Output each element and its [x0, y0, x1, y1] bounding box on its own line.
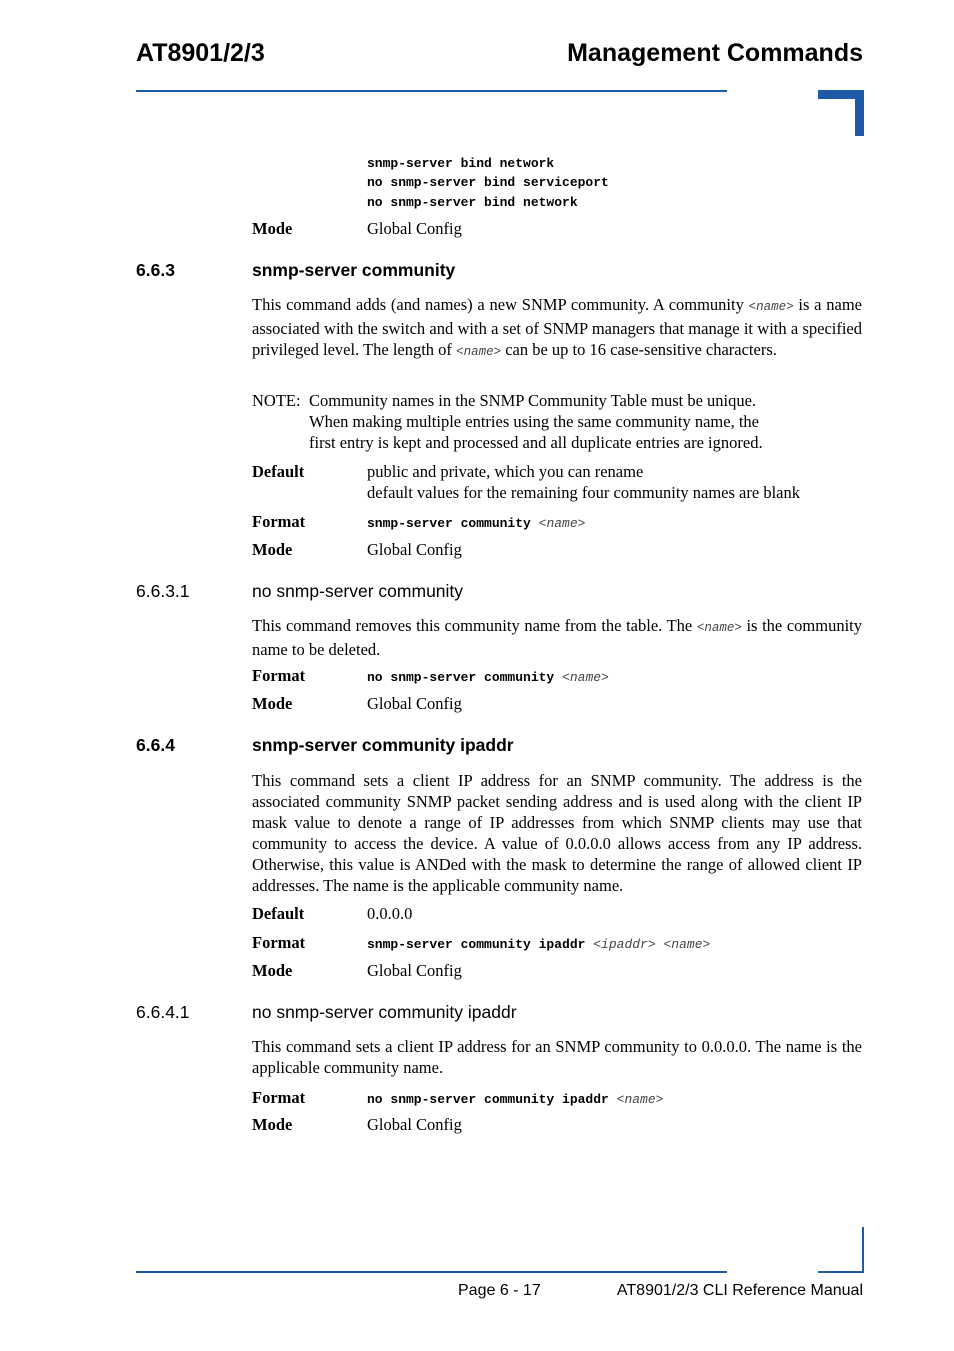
format-label: Format — [252, 933, 306, 952]
format-command: no snmp-server community ipaddr <name> — [367, 1092, 664, 1107]
format-arg: <ipaddr> — [593, 937, 656, 952]
subsection-description: This command sets a client IP address for an SNMP community to 0.0.0.0. The name is the applicable community name. — [252, 1037, 862, 1077]
format-command: no snmp-server community <name> — [367, 670, 609, 685]
subsection-description: This command removes this community name from the table. The <name> is the community name to be deleted. — [252, 616, 862, 659]
subsection-number: 6.6.4.1 — [136, 1002, 190, 1022]
mode-label: Mode — [252, 540, 293, 559]
footer-rule-right — [818, 1271, 864, 1273]
corner-mark — [818, 90, 864, 136]
section-number: 6.6.3 — [136, 260, 175, 280]
note-lead: NOTE: — [252, 391, 301, 410]
header-product: AT8901/2/3 — [136, 39, 265, 67]
mode-value: Global Config — [367, 1115, 462, 1134]
footer-corner-mark — [862, 1227, 864, 1273]
section-title: snmp-server community ipaddr — [252, 735, 514, 755]
default-label: Default — [252, 462, 305, 481]
header-rule — [136, 90, 727, 92]
inline-arg: <name> — [748, 300, 794, 314]
section-number: 6.6.4 — [136, 735, 175, 755]
subsection-number: 6.6.3.1 — [136, 581, 190, 601]
default-value: default values for the remaining four community names are blank — [367, 483, 800, 502]
mode-value: Global Config — [367, 694, 462, 713]
section-description: This command adds (and names) a new SNMP community. A community <name> is a name associated with the switch and with a set of SNMP managers that manage it with a specified privileged level. The length of <name> can be up to 16 case-sensitive characters. — [252, 295, 862, 359]
code-line: no snmp-server bind network — [367, 195, 578, 210]
mode-label: Mode — [252, 961, 293, 980]
format-arg: <name> — [562, 670, 609, 685]
header-chapter-title: Management Commands — [567, 39, 863, 67]
manual-title: AT8901/2/3 CLI Reference Manual — [616, 1282, 863, 1299]
mode-value: Global Config — [367, 219, 462, 238]
mode-label: Mode — [252, 694, 293, 713]
format-arg: <name> — [538, 516, 586, 531]
mode-label: Mode — [252, 219, 293, 238]
code-line: snmp-server bind network — [367, 156, 555, 171]
note-line: When making multiple entries using the same community name, the — [309, 412, 759, 431]
default-value: 0.0.0.0 — [367, 904, 413, 923]
section-title: snmp-server community — [252, 260, 456, 280]
inline-arg: <name> — [456, 345, 502, 359]
footer-rule — [136, 1271, 727, 1273]
mode-value: Global Config — [367, 540, 462, 559]
note-line: first entry is kept and processed and all duplicate entries are ignored. — [309, 433, 763, 452]
inline-arg: <name> — [696, 621, 742, 635]
subsection-title: no snmp-server community ipaddr — [252, 1002, 517, 1022]
code-line: no snmp-server bind serviceport — [367, 175, 609, 190]
default-value: public and private, which you can rename — [367, 462, 644, 481]
format-command: snmp-server community ipaddr <ipaddr> <name> — [367, 937, 711, 952]
mode-label: Mode — [252, 1115, 293, 1134]
format-arg: <name> — [663, 937, 711, 952]
format-arg: <name> — [616, 1092, 664, 1107]
section-description: This command sets a client IP address for an SNMP community. The address is the associated community SNMP packet sending address and is used along with the client IP mask value to denote a range of IP addresses from which SNMP clients may use that community to access the device. A value of 0.0.0.0 allows access from any IP address. Otherwise, this value is ANDed with the mask to determine the range of allowed client IP addresses. The name is the applicable community name. — [252, 771, 862, 895]
format-command: snmp-server community <name> — [367, 516, 586, 531]
format-label: Format — [252, 512, 306, 531]
default-label: Default — [252, 904, 305, 923]
mode-value: Global Config — [367, 961, 462, 980]
format-label: Format — [252, 666, 306, 685]
format-label: Format — [252, 1088, 306, 1107]
subsection-title: no snmp-server community — [252, 581, 464, 601]
note-line: Community names in the SNMP Community Table must be unique. — [309, 391, 757, 410]
page-number: Page 6 - 17 — [458, 1282, 541, 1299]
